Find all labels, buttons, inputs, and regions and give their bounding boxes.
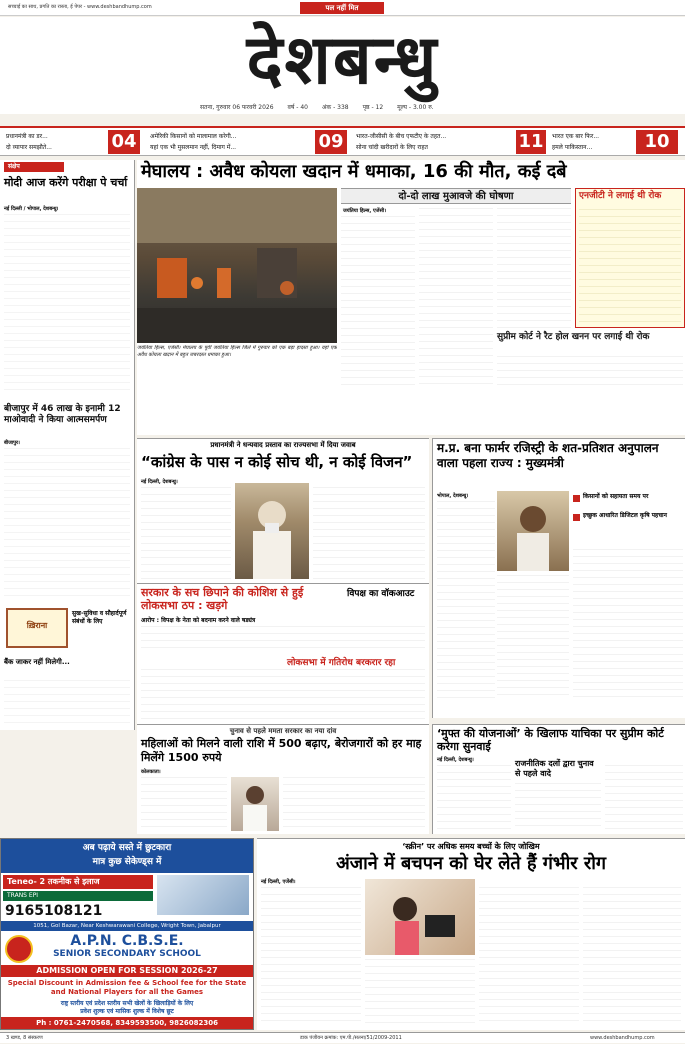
index-num-4: 10 (636, 130, 678, 154)
sidebar-story2-body (4, 448, 130, 598)
pm-inset-body (141, 626, 425, 650)
pm-body-col2 (313, 487, 425, 579)
lead-photo-art (137, 188, 337, 343)
mp-bullet-1-text: किसानों को सहायता समय पर (583, 493, 649, 500)
ad-hindi2: प्रवेश शुल्क एवं मासिक शुल्क में विशेष छूट (80, 1008, 174, 1015)
screen-body-col1 (261, 887, 361, 1027)
mamata-headline: महिलाओं को मिलने वाली राशि में 500 बढ़ाए, बेरोजगारों को हर माह मिलेंगे 1500 रुपये (141, 737, 422, 764)
ad-product: Teneo- 2 तकनीक से इलाज (3, 875, 153, 889)
index-3-line-2: सोना चांदी खरीदारों के लिए राहत (356, 144, 428, 151)
footer-middle: डाक पंजीयन क्रमांक: एम.पी./सतना/51/2009-2011 (300, 1035, 402, 1041)
sidebar (0, 160, 135, 730)
sc-box-sub-body (497, 356, 683, 386)
mp-body-col1 (437, 501, 495, 701)
index-item-3[interactable] (356, 131, 516, 153)
sc-box (575, 188, 685, 328)
screen-body-col2 (365, 959, 475, 1027)
index-item-1[interactable] (6, 131, 106, 153)
mp-story (432, 438, 685, 718)
pm-dateline: नई दिल्ली, देशबन्धु। (141, 479, 178, 485)
mp-body-col3 (573, 549, 683, 701)
mp-body-col2 (497, 575, 569, 701)
footer-website[interactable]: www.deshbandhump.com (590, 1035, 655, 1041)
lead-subhead: दो-दो लाख मुआवजे की घोषणा (398, 191, 514, 202)
ad-address: 1051, Gol Bazar, Near Keshwarawani College, Wright Town, Jabalpur (1, 921, 253, 931)
pm-kicker: प्रधानमंत्री ने धन्यवाद प्रस्ताव का राज्यसभा में दिया जवाब (210, 441, 356, 449)
lead-story (137, 160, 685, 435)
mp-bullets (573, 493, 683, 521)
pm-story (137, 438, 429, 758)
screen-kicker: ‘स्क्रीन’ पर अधिक समय बच्चों के लिए जोखिम (402, 842, 540, 851)
ad-line1: अब पढ़ाये सस्ते में छुटकारा (82, 843, 172, 853)
edition-issue: अंक - 338 (321, 104, 349, 111)
masthead-title: देशबन्धु (246, 21, 439, 100)
sc-box-sub: सुप्रीम कोर्ट ने रैट होल खनन पर लगाई थी रोक (497, 332, 650, 342)
mp-photo (497, 491, 569, 571)
mp-bullet-2-text: इच्छुक आधारित डिजिटल कृषि पहचान (583, 512, 667, 519)
index-3-line-1: भारत-जीसीसी के बीच एफटीए के तहत... (356, 133, 447, 140)
tagline-left: सच्चाई का साथ, प्रगति का रास्ता, ई पेपर - www.deshbandhump.com (8, 4, 152, 10)
screen-body-col4 (583, 887, 681, 1027)
mamata-photo (231, 777, 279, 831)
index-4-line-2: हमले पाकिस्तान... (552, 144, 593, 151)
ad-admission: ADMISSION OPEN FOR SESSION 2026-27 (1, 965, 253, 977)
ad-device-image (157, 875, 249, 915)
pm-inset-kicker: आरोप : विपक्ष के नेता को बदनाम करने वाले षड्यंत्र (141, 617, 256, 624)
sidebar-story2-dateline: बीजापुर। (4, 440, 20, 446)
index-num-1: 04 (108, 130, 140, 154)
sc-petition-headline: ‘मुफ्त की योजनाओं’ के खिलाफ याचिका पर सुप्रीम कोर्ट करेगा सुनवाई (437, 727, 664, 753)
screen-photo (365, 879, 475, 955)
mp-dateline: भोपाल, देशबन्धु। (437, 493, 469, 499)
edition-pages: पृष्ठ - 12 (362, 104, 384, 111)
mamata-photo-art (231, 777, 279, 831)
lead-body-col3 (497, 208, 571, 328)
pm-photo-art (235, 483, 309, 579)
ad-footer-phone: Ph : 0761-2470568, 8349593500, 9826082306 (1, 1017, 253, 1029)
pm-photo (235, 483, 309, 579)
index-1-line-2: दो व्यापार समझौते... (6, 144, 52, 151)
sidebar-story1-dateline: नई दिल्ली / भोपाल, देशबन्धु। (4, 206, 59, 212)
mamata-body-col2 (283, 777, 425, 831)
footer (0, 1032, 685, 1043)
bullet-icon (573, 514, 580, 521)
edition-date: सतना, गुरुवार 06 फरवरी 2026 (200, 104, 274, 111)
edition-year: वर्ष - 40 (287, 104, 308, 111)
mamata-body-col1 (141, 777, 227, 831)
screen-headline: अंजाने में बचपन को घेर लेते हैं गंभीर रोग (335, 853, 607, 874)
mp-bullet-2 (573, 512, 683, 521)
pm-inset-head: सरकार के सच छिपाने की कोशिश से हुई लोकसभा ठप : खड़गे (141, 586, 304, 612)
sidebar-tag: संक्षेप (4, 162, 64, 172)
mamata-dateline: कोलकाता। (141, 769, 161, 775)
sc-petition-dateline: नई दिल्ली, देशबन्धु। (437, 757, 474, 763)
sc-petition-col1 (437, 765, 511, 831)
bottom-ad[interactable] (0, 838, 254, 1030)
pm-inset-box (137, 583, 429, 651)
school-logo-icon (5, 935, 33, 963)
ad-top-banner (1, 839, 253, 873)
mp-photo-art (497, 491, 569, 571)
index-bar (0, 126, 685, 156)
sidebar-story3-body (4, 680, 130, 725)
index-item-4[interactable] (552, 131, 642, 153)
sidebar-ad[interactable] (6, 608, 68, 648)
lead-body-col1 (341, 216, 415, 386)
ad-hindi: राष्ट्र स्तरीय एवं प्रदेश स्तरीय सभी खेलों के खिलाड़ियों के लिए (60, 1000, 194, 1007)
mp-bullet-1 (573, 493, 683, 502)
sidebar-ad-title: ख़िराना (26, 621, 48, 630)
sidebar-story1-body (4, 214, 130, 396)
edition-price: मूल्य - 3.00 रु. (397, 104, 434, 111)
pm-headline: “कांग्रेस के पास न कोई सोच थी, न कोई विजन” (141, 453, 413, 471)
lead-photo (137, 188, 337, 343)
bullet-icon (573, 495, 580, 502)
ad-line2: मात्र कुछ सेकेण्ड्स में (92, 857, 162, 867)
ad-trans: TRANS EPI (3, 891, 153, 901)
lead-subhead-box (341, 188, 571, 204)
tagline-center: पल नहीं मित (300, 2, 384, 14)
index-num-2: 09 (315, 130, 347, 154)
mamata-kicker: चुनाव से पहले ममता सरकार का नया दांव (229, 727, 337, 735)
sidebar-ad-text: सुख-सुविधा व सौहार्दपूर्ण संबंधों के लिए (72, 610, 127, 625)
index-4-line-1: भारत एक बार फिर... (552, 133, 600, 140)
top-strip (0, 0, 685, 16)
edition-line (200, 103, 500, 111)
ad-school-sub: SENIOR SECONDARY SCHOOL (53, 949, 201, 959)
masthead (0, 17, 685, 114)
sc-petition (432, 724, 685, 834)
ad-phone[interactable]: 9165108121 (5, 903, 103, 919)
mp-headline: म.प्र. बना फार्मर रजिस्ट्री के शत-प्रतिशत अनुपालन वाला पहला राज्य : मुख्यमंत्री (437, 441, 659, 470)
index-num-3: 11 (516, 130, 546, 154)
screen-story (257, 838, 685, 1030)
index-2-line-2: यहां एक भी मुसलमान नहीं, दिमाग में... (150, 144, 237, 151)
sc-petition-col2 (515, 783, 601, 831)
sc-box-body (579, 209, 681, 325)
lead-dateline: जयंतिया हिल्स, एजेंसी। (343, 208, 387, 214)
sidebar-story1-head: मोदी आज करेंगे परीक्षा पे चर्चा (4, 176, 128, 189)
pm-body-col3 (141, 669, 425, 729)
sc-petition-col3 (605, 765, 683, 831)
pm-walkout-head: विपक्ष का वॉकआउट (347, 589, 415, 599)
index-2-line-1: अमेरिकी किसानों को मालामाल करेगी... (150, 133, 237, 140)
pm-body-col1 (141, 487, 231, 579)
screen-body-col3 (479, 887, 579, 1027)
footer-left: 3 खण्ड, 8 संस्करण (6, 1035, 43, 1041)
index-1-line-1: प्रधानमंत्री का डर... (6, 133, 48, 140)
lead-headline: मेघालय : अवैध कोयला खदान में धमाका, 16 की मौत, कई दबे (141, 161, 567, 182)
pm-ruckus-head: लोकसभा में गतिरोध बरकरार रहा (287, 658, 396, 668)
screen-photo-art (365, 879, 475, 955)
sc-petition-sub: राजनीतिक दलों द्वारा चुनाव से पहले वादे (515, 759, 594, 778)
screen-dateline: नई दिल्ली, एजेंसी। (261, 879, 296, 885)
index-item-2[interactable] (150, 131, 320, 153)
lead-body-col2 (419, 208, 493, 386)
ad-special: Special Discount in Admission fee & School fee for the State and National Players for all the Games (7, 979, 247, 996)
sidebar-story2-head: बीजापुर में 46 लाख के इनामी 12 माओवादी ने किया आत्मसमर्पण (4, 404, 121, 425)
sidebar-story3-head: बैंक जाकर नहीं मिलेगी... (4, 658, 70, 666)
mamata-story (137, 724, 429, 834)
lead-caption: जयंतिया हिल्स, एजेंसी। मेघालय के पूर्वी जयंतिया हिल्स जिले में गुरुवार को एक बड़ा हादसा हुआ। यहां एक अवैध कोयला खदान में बहुत जबरदस्त धमाका हुआ। (137, 345, 337, 358)
sc-box-head: एनजीटी ने लगाई थी रोक (579, 191, 662, 201)
ad-school: A.P.N. C.B.S.E. (70, 933, 184, 949)
